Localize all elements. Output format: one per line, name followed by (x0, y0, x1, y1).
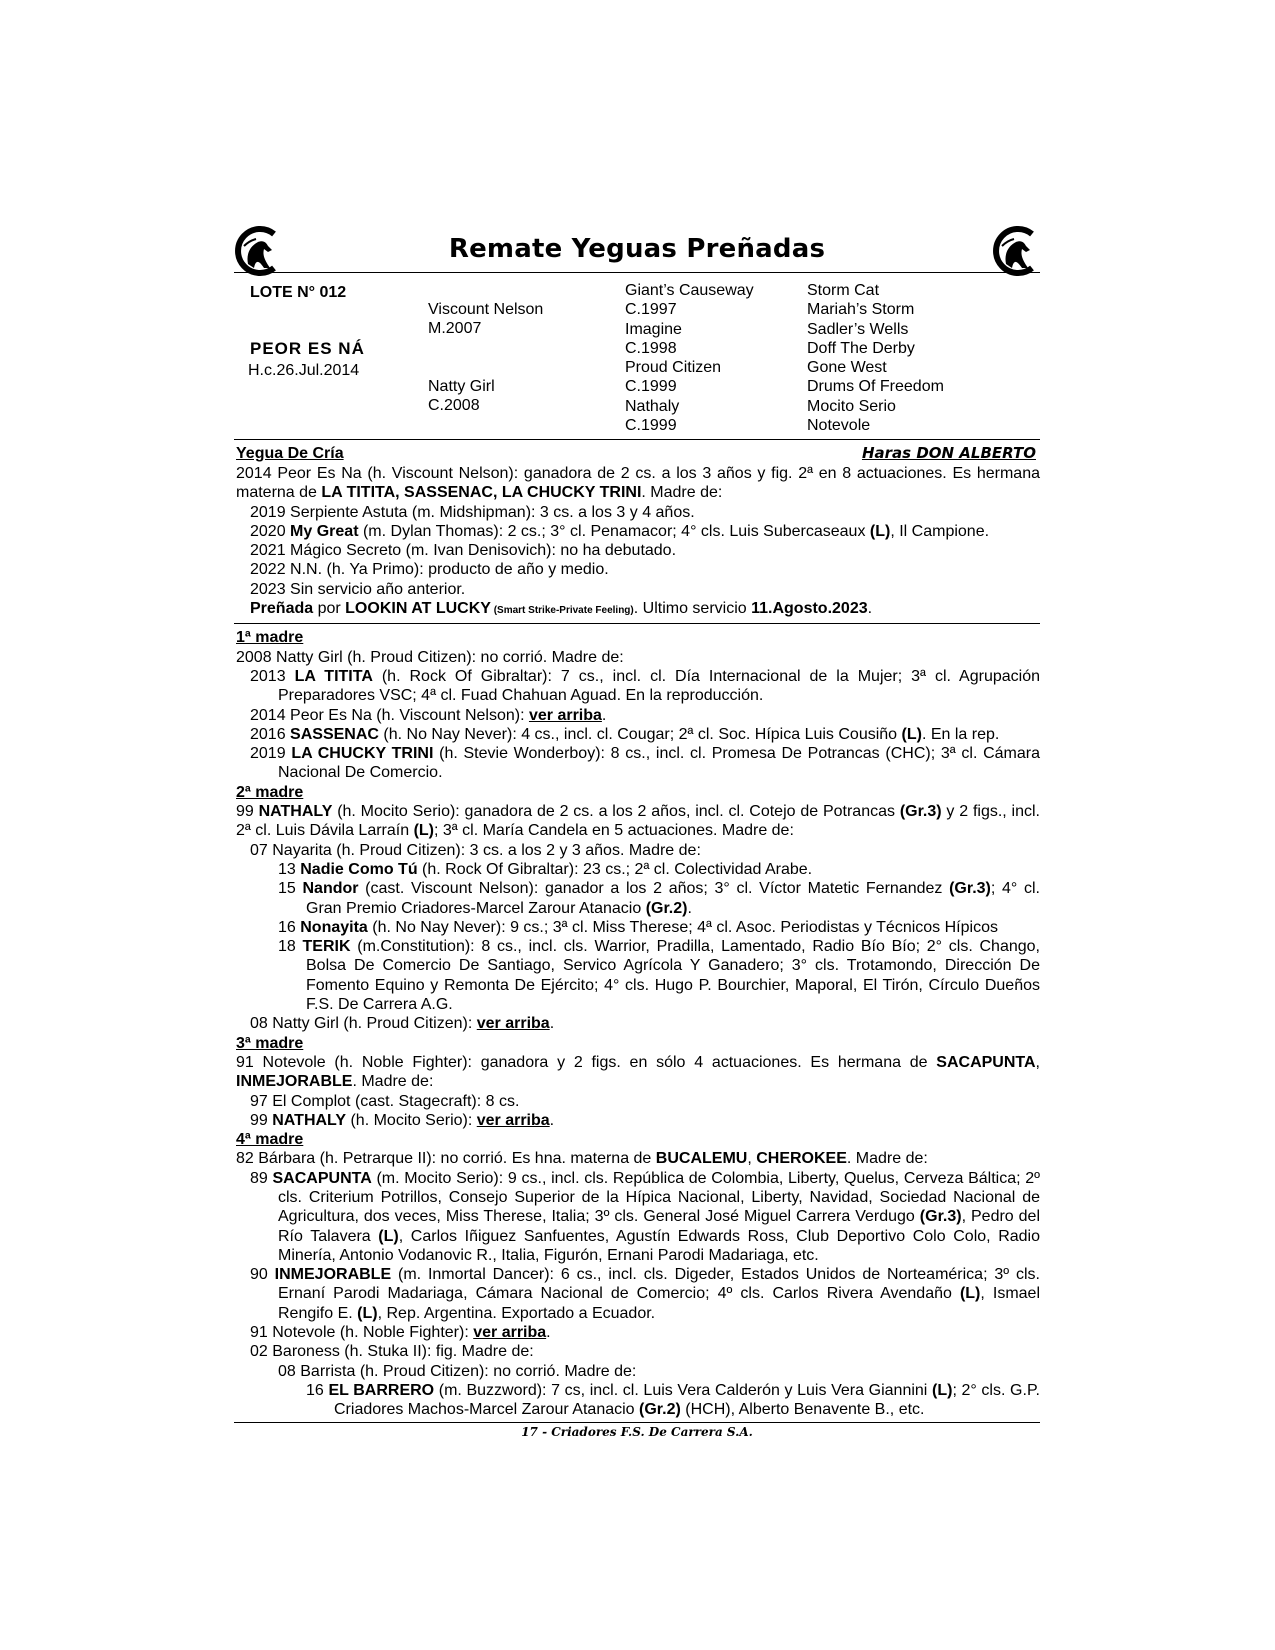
text-run: . (546, 1324, 551, 1342)
text-run: , Pedro del Río Talavera (278, 1208, 1040, 1245)
produce-line (234, 522, 1040, 541)
text-run: ; 3ª cl. María Candela en 5 actuaciones. Madre de: (434, 822, 794, 840)
text-run: 99 (236, 803, 259, 821)
text-run: 2014 Peor Es Na (h. Viscount Nelson): (250, 706, 529, 724)
produce-line: 2019 Serpiente Astuta (m. Midshipman): 3 cs. a los 3 y 4 años. (250, 503, 695, 521)
divider (234, 623, 1040, 624)
text-run: (Gr.3) (919, 1208, 962, 1226)
text-run: 99 (250, 1111, 273, 1129)
dam-line: 2008 Natty Girl (h. Proud Citizen): no corrió. Madre de: (236, 648, 624, 666)
text-run: . (549, 1111, 555, 1129)
text-run: 15 (278, 880, 303, 898)
text-run: 16 (278, 918, 301, 936)
section-header (234, 444, 1040, 464)
produce-line (234, 1381, 1040, 1420)
horse-birth: H.c.26.Jul.2014 (248, 362, 360, 379)
text-run: 08 Natty Girl (h. Proud Citizen): (250, 1015, 477, 1033)
text-run: , Rep. Argentina. Exportado a Ecuador. (377, 1304, 656, 1322)
pedigree-table (234, 273, 1040, 439)
text-run: (HCH), Alberto Benavente B., etc. (680, 1401, 925, 1419)
text-run: 82 Bárbara (h. Petrarque II): no corrió. Es hna. materna de (236, 1150, 656, 1168)
text-run: (L) (901, 725, 922, 743)
pregnancy-line (234, 599, 1040, 620)
produce-line (234, 1014, 1040, 1033)
text-run: . Madre de: (641, 484, 723, 502)
text-run: , (747, 1150, 757, 1168)
pedigree-sire: Viscount Nelson M.2007 (428, 301, 544, 338)
text-run: (L) (932, 1381, 953, 1399)
third-dam-heading: 3ª madre (236, 1034, 304, 1052)
text-run: LOOKIN AT LUCKY (345, 600, 491, 618)
breeding-intro (234, 464, 1040, 503)
stud-name: Haras DON ALBERTO (861, 444, 1036, 462)
text-run: (m. Inmortal Dancer): 6 cs., incl. cls. Digeder, Estados Unidos de Norteamérica; 3º cls. Ernaní Parodi Madariaga, Cámara Nacional de Comercio; 4º cls. Carlos Rivera Avendaño (278, 1266, 1040, 1303)
produce-line (234, 1265, 1040, 1323)
text-run: (h. Stevie Wonderboy): 8 cs., incl. cl. Promesa De Potrancas (CHC); 3ª cl. Cámara Nacional De Comercio. (278, 745, 1041, 782)
pedigree-dam: Natty Girl C.2008 (428, 378, 495, 415)
text-run: (L) (413, 822, 434, 840)
text-run: TERIK (302, 938, 351, 956)
produce-line (234, 1169, 1040, 1265)
text-run: 2014 Peor Es Na (h. Viscount Nelson): ganadora de 2 cs. a los 3 años y fig. 2ª en 8 actuaciones. Es hermana materna de (236, 465, 1040, 502)
text-run: (Gr.3) (949, 880, 991, 898)
horse-logo-icon (988, 224, 1042, 278)
text-run: SACAPUNTA (936, 1053, 1036, 1071)
produce-line (234, 744, 1040, 783)
text-run: (Gr.2) (639, 1401, 681, 1419)
produce-line (234, 1111, 1040, 1130)
text-run: (h. No Nay Never): 9 cs.; 3ª cl. Miss Therese; 4ª cl. Asoc. Periodistas y Técnicos Hípicos (367, 918, 998, 936)
text-run: , Ismael Rengifo E. (278, 1285, 1041, 1322)
text-run: Nadie Como Tú (300, 860, 418, 878)
text-run: (L) (357, 1304, 378, 1322)
text-run: CHEROKEE (756, 1150, 847, 1168)
text-run: 2013 (250, 667, 295, 685)
text-run: LA TITITA, SASSENAC, LA CHUCKY TRINI (321, 484, 642, 502)
divider (234, 439, 1040, 440)
text-run: SACAPUNTA (272, 1169, 372, 1187)
text-run: (m. Dylan Thomas): 2 cs.; 3° cl. Penamacor; 4° cls. Luis Subercaseaux (358, 522, 870, 540)
text-run: INMEJORABLE (274, 1266, 392, 1284)
text-run: 16 (306, 1381, 329, 1399)
text-run: 89 (250, 1169, 273, 1187)
text-run: 18 (278, 938, 303, 956)
text-run: (h. Rock Of Gibraltar): 23 cs.; 2ª cl. Colectividad Arabe. (417, 860, 813, 878)
text-run: . En la rep. (921, 725, 1000, 743)
text-run: (h. No Nay Never): 4 cs., incl. cl. Cougar; 2ª cl. Soc. Hípica Luis Cousiño (378, 725, 902, 743)
section-title: Yegua De Cría (236, 445, 344, 462)
text-run: . (601, 706, 607, 724)
family-section (234, 628, 1040, 1419)
text-run: (L) (378, 1227, 399, 1245)
text-run: . Ultimo servicio (633, 600, 752, 618)
pedigree-grandparents: Giant’s Causeway C.1997 Imagine C.1998 Proud Citizen C.1999 Nathaly C.1999 (625, 282, 754, 435)
text-run: y 2 figs., incl. 2ª cl. Luis Dávila Larraín (236, 803, 1040, 840)
text-run: 2016 (250, 725, 291, 743)
page (234, 228, 1040, 1439)
text-run: Nonayita (300, 918, 368, 936)
text-run: , Carlos Iñiguez Sanfuentes, Agustín Edwards Ross, Club Deportivo Colo Colo, Radio Minería, Antonio Vodanovic R., Italia, Figurón, Ernani Parodi Madariaga, etc. (278, 1227, 1040, 1264)
text-run: 13 (278, 860, 301, 878)
lot-number: LOTE N° 012 (250, 284, 347, 301)
produce-line: 97 El Complot (cast. Stagecraft): 8 cs. (250, 1092, 520, 1110)
text-run: (m.Constitution): 8 cs., incl. cls. Warrior, Pradilla, Lamentado, Radio Bío Bío; 2° cls. Chango, Bolsa De Comercio De Santiago, Servico Agrícola Y Ganadero; 3° cls. Trotamondo, Dirección De Fomento Equino y Remonta De Ejército; 4° cls. Hugo P. Bourchier, Maporal, El Tirón, Círculo Dueños F.S. De Carrera A.G. (306, 938, 1040, 1014)
text-run: 2019 (250, 745, 292, 763)
text-run: NATHALY (258, 803, 333, 821)
text-run: ver arriba (528, 706, 602, 724)
pedigree-great-grandparents: Storm Cat Mariah’s Storm Sadler’s Wells Doff The Derby Gone West Drums Of Freedom Mocito Serio Notevole (807, 282, 944, 435)
text-run: My Great (290, 522, 359, 540)
page-header (234, 228, 1040, 273)
text-run: 11.Agosto.2023 (751, 600, 868, 618)
text-run: ; 4° cl. Gran Premio Criadores-Marcel Zarour Atanacio (306, 880, 1040, 917)
produce-line: 2022 N.N. (h. Ya Primo): producto de año y medio. (250, 561, 609, 579)
produce-line (234, 706, 1040, 725)
produce-line: 07 Nayarita (h. Proud Citizen): 3 cs. a los 2 y 3 años. Madre de: (250, 841, 701, 859)
text-run: (m. Mocito Serio): 9 cs., incl. cls. República de Colombia, Liberty, Quelus, Cerveza Báltica; 2º cls. Criterium Potrillos, Consejo Superior de la Hípica Nacional, Liberty, Navidad, Sociedad Nacional de Agricultura, dos veces, Miss Therese, Italia; 3º cls. General José Miguel Carrera Verdugo (278, 1169, 1040, 1226)
produce-line (234, 918, 1040, 937)
text-run: . Madre de: (352, 1073, 434, 1091)
text-run: . (549, 1015, 555, 1033)
fourth-dam-heading: 4ª madre (236, 1131, 304, 1149)
text-run: por (313, 600, 346, 618)
text-run: 90 (250, 1266, 275, 1284)
text-run: , Il Campione. (890, 522, 990, 540)
text-run: BUCALEMU (655, 1150, 748, 1168)
text-run: ver arriba (473, 1324, 547, 1342)
breeding-section (234, 444, 1040, 620)
produce-line (234, 860, 1040, 879)
text-run: LA CHUCKY TRINI (291, 745, 434, 763)
text-run: , (1035, 1053, 1040, 1071)
dam-line (234, 1149, 1040, 1168)
text-run: NATHALY (272, 1111, 347, 1129)
page-footer: 17 - Criadores F.S. De Carrera S.A. (234, 1422, 1040, 1439)
produce-line: 08 Barrista (h. Proud Citizen): no corrió. Madre de: (278, 1362, 637, 1380)
produce-line: 2021 Mágico Secreto (m. Ivan Denisovich): no ha debutado. (250, 542, 677, 560)
text-run: (Gr.2) (645, 899, 688, 917)
produce-line: 2023 Sin servicio año anterior. (250, 580, 466, 598)
produce-line (234, 937, 1040, 1014)
text-run: (h. Rock Of Gibraltar): 7 cs., incl. cl. Día Internacional de la Mujer; 3ª cl. Agrupación Preparadores VSC; 4ª cl. Fuad Chahuan Aguad. En la reproducción. (278, 667, 1040, 705)
text-run: . (867, 600, 873, 618)
text-run: SASSENAC (290, 725, 379, 743)
text-run: ver arriba (476, 1015, 550, 1033)
text-run: ; 2° cls. G.P. Criadores Machos-Marcel Zarour Atanacio (334, 1381, 1041, 1419)
dam-line (234, 1053, 1040, 1092)
text-run: (m. Buzzword): 7 cs, incl. cl. Luis Vera Calderón y Luis Vera Giannini (434, 1381, 932, 1399)
horse-name: PEOR ES NÁ (250, 339, 365, 358)
second-dam-heading: 2ª madre (236, 783, 304, 801)
text-run: (h. Mocito Serio): ganadora de 2 cs. a los 2 años, incl. cl. Cotejo de Potrancas (332, 803, 900, 821)
produce-line (234, 879, 1040, 918)
text-run: (cast. Viscount Nelson): ganador a los 2 años; 3° cl. Víctor Matetic Fernandez (358, 880, 950, 898)
text-run: Preñada (250, 600, 314, 618)
text-run: EL BARRERO (328, 1381, 435, 1399)
text-run: . (687, 899, 692, 917)
text-run: (L) (869, 522, 891, 540)
page-title: Remate Yeguas Preñadas (448, 234, 826, 264)
text-run: 91 Notevole (h. Noble Fighter): (250, 1324, 474, 1342)
text-run: LA TITITA (294, 667, 373, 685)
text-run: (L) (959, 1285, 981, 1303)
text-run: ver arriba (476, 1111, 550, 1129)
text-run: (Smart Strike-Private Feeling) (490, 605, 634, 617)
text-run: INMEJORABLE (236, 1073, 353, 1091)
produce-line: 02 Baroness (h. Stuka II): fig. Madre de: (250, 1343, 534, 1361)
text-run: 2020 (250, 522, 291, 540)
text-run: (h. Mocito Serio): (346, 1111, 477, 1129)
produce-line (234, 1323, 1040, 1342)
text-run: Nandor (302, 880, 359, 898)
first-dam-heading: 1ª madre (236, 629, 304, 647)
produce-line (234, 667, 1040, 706)
dam-line (234, 802, 1040, 841)
text-run: . Madre de: (846, 1150, 928, 1168)
text-run: 91 Notevole (h. Noble Fighter): ganadora y 2 figs. en sólo 4 actuaciones. Es hermana de (236, 1053, 937, 1071)
produce-line (234, 725, 1040, 744)
text-run: (Gr.3) (899, 803, 942, 821)
